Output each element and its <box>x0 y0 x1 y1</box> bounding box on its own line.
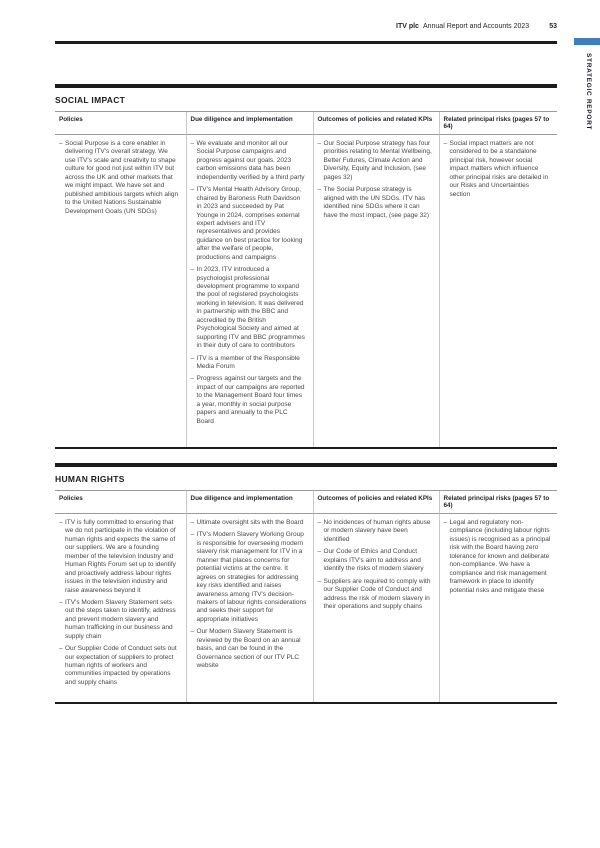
bullet-text: ITV's Mental Health Advisory Group, chaired by Baroness Ruth Davidson in 2023 and succeeded by Pat Younge in 2024, comprises external expert advisers and ITV representatives and provides guidance on best practice for looking after the welfare of people, productions and campaigns <box>196 186 303 261</box>
column-header: Related principal risks (pages 57 to 64) <box>439 112 557 135</box>
bullet-item <box>191 266 307 350</box>
bullet-item <box>191 355 307 372</box>
bullet-dash: – <box>190 375 195 383</box>
bullet-dash: – <box>317 548 322 556</box>
bullet-dash: – <box>317 577 322 585</box>
section-title-bar <box>55 463 557 467</box>
bullet-text: Our Social Purpose strategy has four priorities relating to Mental Wellbeing, Better Futures, Climate Action and Diversity, Equity and Inclusion, (see pages 32) <box>323 140 432 181</box>
bullet-dash: – <box>317 140 322 147</box>
column-header: Due diligence and implementation <box>186 112 313 135</box>
table-cell <box>55 514 186 702</box>
bullet-text: Legal and regulatory non-compliance (including labour rights issues) is recognised as a principal risk with the Board having zero tolerance for known and deliberate non-compliance. We have a compliance and risk management framework in place to identify potential risks and mitigate these <box>449 519 551 594</box>
bullet-dash: – <box>190 628 195 636</box>
bullet-item <box>191 375 307 426</box>
bullet-text: ITV's Modern Slavery Working Group is responsible for overseeing modern slavery risk management for ITV in a manner that places concerns for potential victims at the centre. It agrees on strategies for addressing key risks identified and raises awareness among ITV's decision-makers of labour rights considerations and seeks their support for appropriate initiatives <box>196 531 307 623</box>
bullet-item <box>318 186 433 220</box>
bullet-dash: – <box>190 186 195 194</box>
bullet-text: In 2023, ITV introduced a psychologist professional development programme to expand the pool of registered psychologists working in television. It was delivered in partnership with the BBC and accredited by the British Psychological Society and aimed at supporting ITV and BBC programmes in their duty of care to contributors <box>196 266 305 350</box>
bullet-text: ITV's Modern Slavery Statement sets out the steps taken to identify, address and prevent modern slavery and human trafficking in our business and supply chain <box>65 598 176 640</box>
bullet-text: ITV is a member of the Responsible Media Forum <box>196 354 300 370</box>
header-rule <box>55 41 557 44</box>
bullet-dash: – <box>190 354 195 362</box>
bullet-text: ITV is fully committed to ensuring that we do not participate in the violation of human rights and expects the same of our suppliers. We are a founding member of the television Industry and Human Rights Forum set up to identify and proactively address labour rights issues in the television industry and raise awareness beyond it <box>65 519 176 594</box>
bullet-text: We evaluate and monitor all our Social Purpose campaigns and progress against our goals. 2023 carbon emissions data has been independently verified by a third party <box>196 140 305 181</box>
bullet-item <box>191 531 307 624</box>
side-tab-label: STRATEGIC REPORT <box>585 53 592 131</box>
bullet-dash: – <box>59 140 63 147</box>
bullet-item <box>318 519 433 544</box>
page-header <box>55 23 557 30</box>
page-number: 53 <box>549 23 557 30</box>
table-cell <box>439 514 557 702</box>
section-title: HUMAN RIGHTS <box>55 474 125 484</box>
bullet-dash: – <box>317 186 322 194</box>
bullet-item <box>59 519 180 595</box>
section-title-bar <box>55 84 557 88</box>
bullet-item <box>59 140 180 216</box>
column-header: Related principal risks (pages 57 to 64) <box>439 491 557 514</box>
bullet-dash: – <box>190 531 195 539</box>
bullet-text: Ultimate oversight sits with the Board <box>196 519 304 526</box>
bullet-item <box>318 548 433 573</box>
bullet-item <box>191 519 307 527</box>
bullet-text: Our Code of Ethics and Conduct explains ITV's aim to address and identify the risks of modern slavery <box>323 548 424 573</box>
bullet-dash: – <box>317 519 322 526</box>
table-cell <box>186 514 313 702</box>
bullet-item <box>318 578 433 612</box>
bullet-item <box>59 645 180 687</box>
bullet-dash: – <box>190 519 195 526</box>
bullet-item <box>444 140 551 199</box>
bullet-text: Social impact matters are not considered to be a standalone principal risk, however social impact matters which influence other principal risks are detailed in our Risks and Uncertainties section <box>449 140 549 198</box>
bullet-dash: – <box>59 598 63 606</box>
policy-table <box>55 490 557 704</box>
table-cell <box>313 135 439 447</box>
bullet-dash: – <box>443 140 448 147</box>
column-header: Outcomes of policies and related KPIs <box>313 112 439 135</box>
bullet-text: Progress against our targets and the impact of our campaigns are reported to the Management Board four times a year, monthly in social purpose papers and annually to the PLC Board <box>196 375 305 425</box>
bullet-dash: – <box>190 140 195 147</box>
bullet-dash: – <box>59 645 63 653</box>
column-header: Policies <box>55 112 186 135</box>
table-cell <box>186 135 313 447</box>
bullet-item <box>191 186 307 262</box>
column-header: Outcomes of policies and related KPIs <box>313 491 439 514</box>
section-title: SOCIAL IMPACT <box>55 95 126 105</box>
report-title: Annual Report and Accounts 2023 <box>422 23 530 30</box>
bullet-text: Our Supplier Code of Conduct sets out our expectation of suppliers to protect human rights of workers and communities impacted by operations and supply chains <box>65 645 177 686</box>
bullet-text: Our Modern Slavery Statement is reviewed by the Board on an annual basis, and can be found in the Governance section of our ITV PLC website <box>196 628 301 669</box>
tables-container <box>55 84 557 718</box>
section-accent-bar <box>574 38 600 45</box>
bullet-text: Social Purpose is a core enabler in delivering ITV's overall strategy. We use ITV's scale and creativity to shape culture for good not just within ITV but across the UK and other markets that we might impact. We have set and published ambitious targets which align to the United Nations Sustainable Development Goals (UN SDGs) <box>65 140 179 215</box>
bullet-text: No incidences of human rights abuse or modern slavery have been identified <box>323 519 431 543</box>
bullet-dash: – <box>443 519 448 526</box>
column-header: Due diligence and implementation <box>186 491 313 514</box>
bullet-item <box>191 628 307 670</box>
bullet-item <box>318 140 433 182</box>
bullet-text: The Social Purpose strategy is aligned with the UN SDGs. ITV has identified nine SDGs where it can have the most impact, (see page 32) <box>323 186 430 219</box>
brand-name: ITV plc <box>396 23 419 30</box>
bullet-item <box>444 519 551 595</box>
section-social-impact <box>55 84 557 449</box>
policy-table <box>55 111 557 449</box>
bullet-item <box>59 599 180 641</box>
bullet-dash: – <box>190 266 195 274</box>
table-cell <box>439 135 557 447</box>
bullet-item <box>191 140 307 182</box>
table-cell <box>55 135 186 447</box>
column-header: Policies <box>55 491 186 514</box>
table-cell <box>313 514 439 702</box>
bullet-dash: – <box>59 519 63 526</box>
bullet-text: Suppliers are required to comply with our Supplier Code of Conduct and address the risk of modern slavery in their operations and supply chains <box>323 577 431 610</box>
section-human-rights <box>55 463 557 704</box>
